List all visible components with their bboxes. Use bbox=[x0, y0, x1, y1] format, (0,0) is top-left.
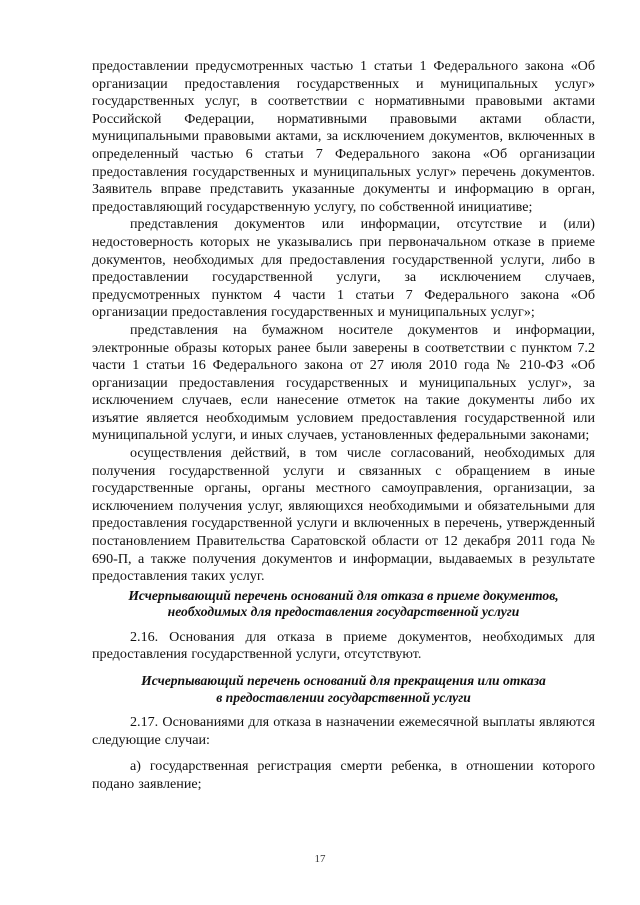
section-title-refusal-documents bbox=[92, 588, 595, 621]
section-title-refusal-service bbox=[92, 673, 595, 706]
section-title-line: Исчерпывающий перечень оснований для прекращения или отказа bbox=[141, 673, 546, 688]
paragraph-2-16: 2.16. Основания для отказа в приеме документов, необходимых для предоставления государственной услуги, отсутствуют. bbox=[92, 628, 595, 663]
paragraph-item-documents-info: представления документов или информации, отсутствие и (или) недостоверность которых не указывались при первоначальном отказе в приеме документов, необходимых для предоставления государственной услуги, либо в предоставлении государственной услуги, за исключением случаев, предусмотренных пунктом 4 части 1 статьи 7 Федерального закона «Об организации предоставления государственных и муниципальных услуг»; bbox=[92, 216, 595, 321]
paragraph-continuation: предоставлении предусмотренных частью 1 статьи 1 Федерального закона «Об организации предоставления государственных и муниципальных услуг» государственных услуг, в соответствии с нормативными правовыми актами Российской Федерации, нормативными правовыми актами области, муниципальными правовыми актами, за исключением документов, включенных в определенный частью 6 статьи 7 Федерального закона «Об организации предоставления государственных и муниципальных услуг» перечень документов. Заявитель вправе представить указанные документы и информацию в орган, предоставляющий государственную услугу, по собственной инициативе; bbox=[92, 58, 595, 215]
page-number: 17 bbox=[314, 853, 326, 865]
section-title-line: необходимых для предоставления государственной услуги bbox=[167, 604, 520, 620]
paragraph-item-paper-documents: представления на бумажном носителе документов и информации, электронные образы которых ранее были заверены в соответствии с пунктом 7.2 части 1 статьи 16 Федерального закона от 27 июля 2010 года № 210-ФЗ «Об организации предоставления государственных и муниципальных услуг», за исключением случаев, если нанесение отметок на такие документы либо их изъятие является необходимым условием предоставления государственной или муниципальной услуги, и иных случаев, установленных федеральными законами; bbox=[92, 321, 595, 444]
paragraph-item-a: а) государственная регистрация смерти ребенка, в отношении которого подано заявление; bbox=[92, 758, 595, 792]
section-title-line: в предоставлении государственной услуги bbox=[216, 689, 471, 705]
section-title-line: Исчерпывающий перечень оснований для отказа в приеме документов, bbox=[128, 587, 559, 603]
paragraph-item-actions: осуществления действий, в том числе согласований, необходимых для получения государственной услуги и связанных с обращением в иные государственные органы, органы местного самоуправления, организации, за исключением получения услуг, являющихся необходимыми и обязательными для предоставления государственной услуги и включенных в перечень, утвержденный постановлением Правительства Саратовской области от 12 декабря 2011 года № 690-П, а также получения документов и информации, выдаваемых в результате предоставления таких услуг. bbox=[92, 445, 595, 585]
paragraph-2-17: 2.17. Основаниями для отказа в назначении ежемесячной выплаты являются следующие случаи: bbox=[92, 714, 595, 748]
document-page bbox=[92, 58, 595, 793]
